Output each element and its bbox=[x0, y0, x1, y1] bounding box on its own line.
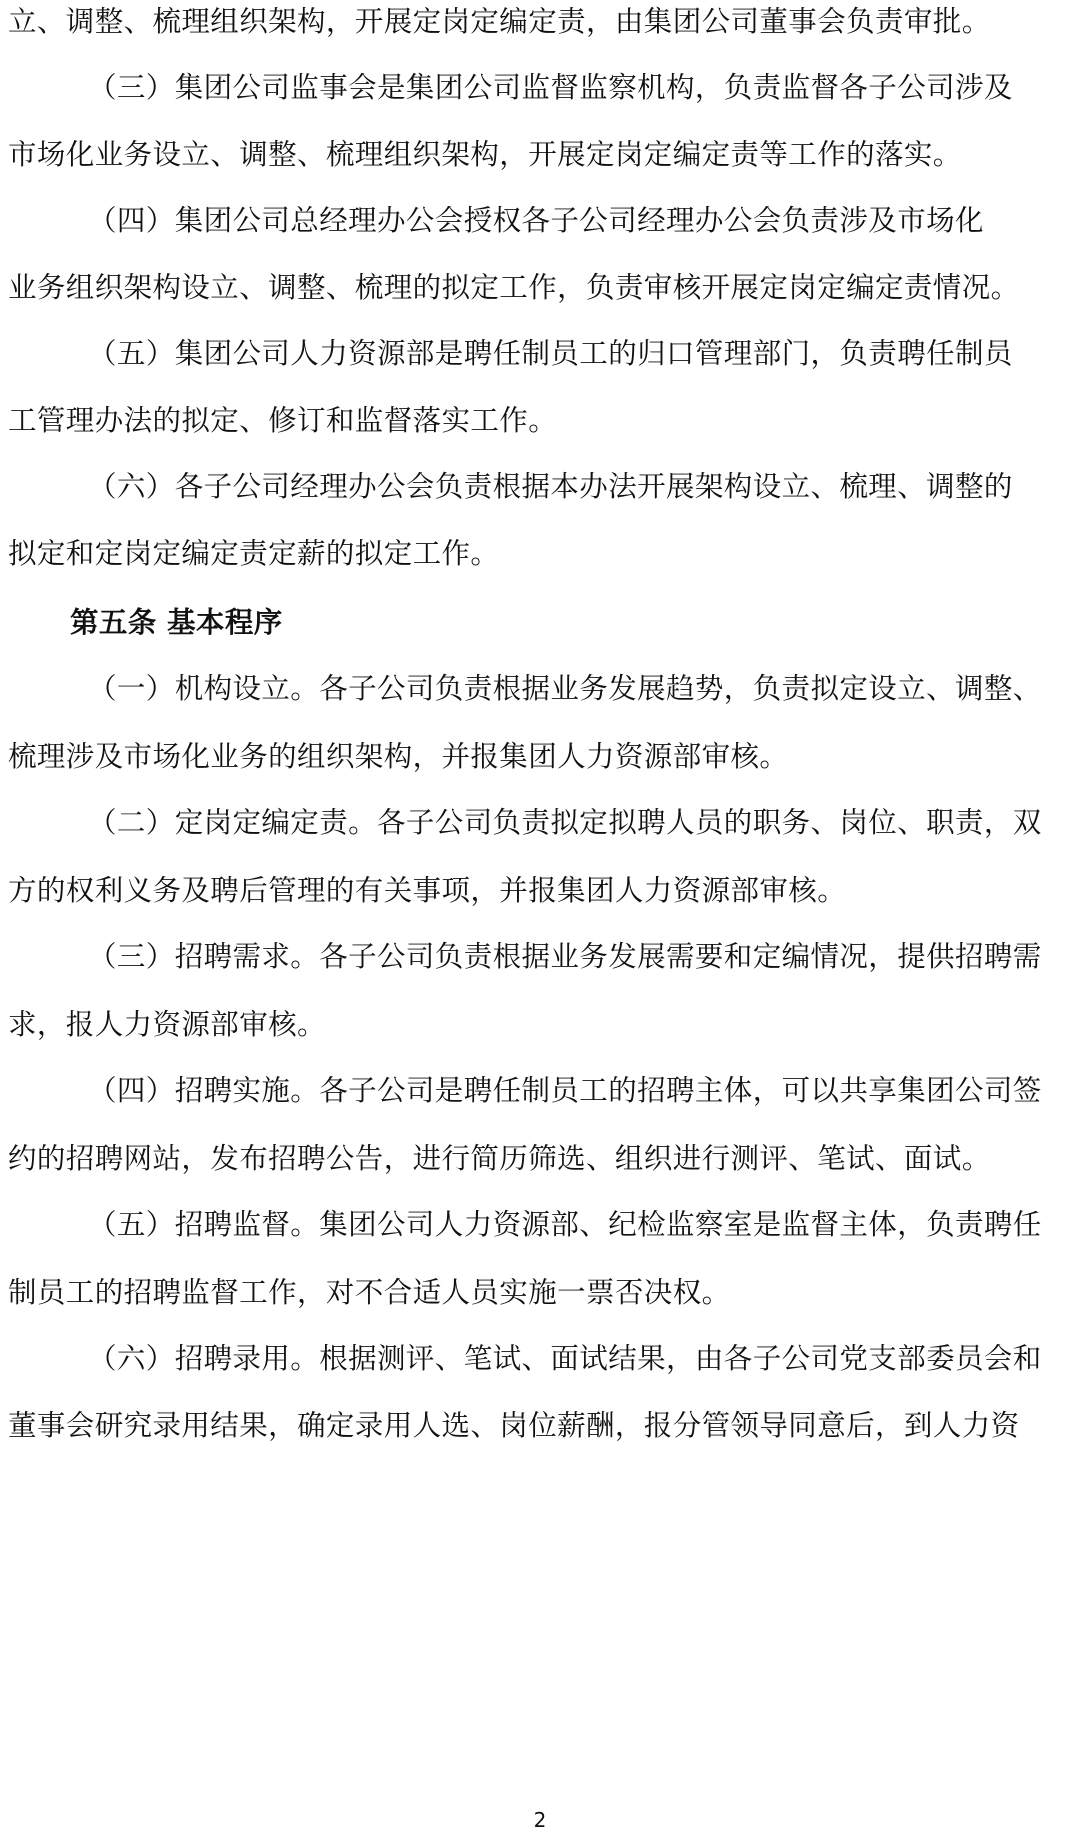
text-line: （五）招聘监督。集团公司人力资源部、纪检监察室是监督主体，负责聘任 bbox=[88, 1208, 1042, 1241]
text-line: （二）定岗定编定责。各子公司负责拟定拟聘人员的职务、岗位、职责，双 bbox=[88, 806, 1042, 839]
text-line: （六）招聘录用。根据测评、笔试、面试结果，由各子公司党支部委员会和 bbox=[88, 1342, 1042, 1375]
text-line: 董事会研究录用结果，确定录用人选、岗位薪酬，报分管领导同意后，到人力资 bbox=[8, 1409, 1020, 1442]
section-heading: 第五条 基本程序 bbox=[70, 606, 283, 639]
text-line: （四）招聘实施。各子公司是聘任制员工的招聘主体，可以共享集团公司签 bbox=[88, 1074, 1042, 1107]
text-line: 工管理办法的拟定、修订和监督落实工作。 bbox=[8, 404, 558, 437]
text-line: （五）集团公司人力资源部是聘任制员工的归口管理部门，负责聘任制员 bbox=[88, 337, 1013, 370]
text-line: 约的招聘网站，发布招聘公告，进行简历筛选、组织进行测评、笔试、面试。 bbox=[8, 1142, 991, 1175]
text-line: 梳理涉及市场化业务的组织架构，并报集团人力资源部审核。 bbox=[8, 740, 789, 773]
text-line: （三）招聘需求。各子公司负责根据业务发展需要和定编情况，提供招聘需 bbox=[88, 940, 1042, 973]
text-line: 业务组织架构设立、调整、梳理的拟定工作，负责审核开展定岗定编定责情况。 bbox=[8, 271, 1020, 304]
text-line: 制员工的招聘监督工作，对不合适人员实施一票否决权。 bbox=[8, 1276, 731, 1309]
page-number: 2 bbox=[533, 1808, 547, 1832]
text-line: （一）机构设立。各子公司负责根据业务发展趋势，负责拟定设立、调整、 bbox=[88, 672, 1042, 705]
text-line: 求，报人力资源部审核。 bbox=[8, 1008, 326, 1041]
text-line: 市场化业务设立、调整、梳理组织架构，开展定岗定编定责等工作的落实。 bbox=[8, 138, 962, 171]
text-line: （六）各子公司经理办公会负责根据本办法开展架构设立、梳理、调整的 bbox=[88, 470, 1013, 503]
text-line: 方的权利义务及聘后管理的有关事项，并报集团人力资源部审核。 bbox=[8, 874, 847, 907]
text-line: （三）集团公司监事会是集团公司监督监察机构，负责监督各子公司涉及 bbox=[88, 71, 1013, 104]
text-line: 拟定和定岗定编定责定薪的拟定工作。 bbox=[8, 537, 500, 570]
text-line: （四）集团公司总经理办公会授权各子公司经理办公会负责涉及市场化 bbox=[88, 204, 984, 237]
text-line: 立、调整、梳理组织架构，开展定岗定编定责，由集团公司董事会负责审批。 bbox=[8, 5, 991, 38]
